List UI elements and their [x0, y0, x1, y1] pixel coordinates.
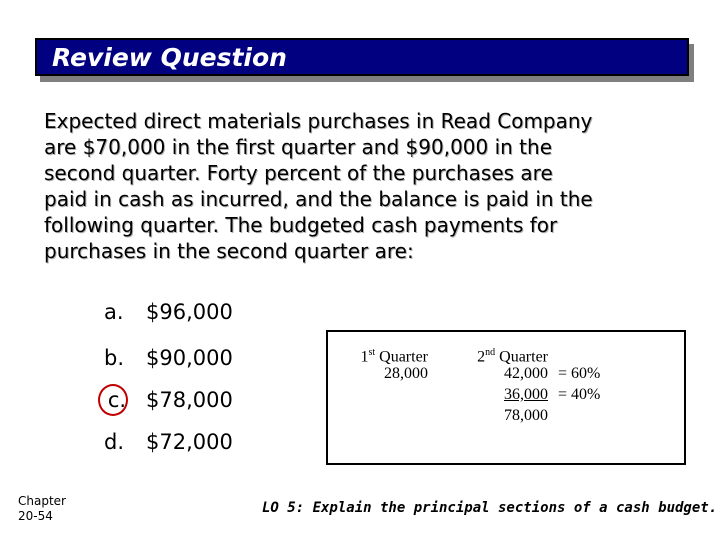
question-text [44, 108, 674, 264]
answer-value: $78,000 [146, 388, 233, 412]
answer-letter: c. [107, 388, 127, 412]
percentage-column [558, 363, 618, 405]
chapter-text: Chapter [18, 494, 66, 508]
calculation-box [326, 330, 686, 465]
question-line: paid in cash as incurred, and the balance is paid in the [44, 187, 593, 211]
chapter-number: 20-54 [18, 509, 53, 523]
question-line: are $70,000 in the first quarter and $90,000 in the [44, 135, 553, 159]
second-quarter-value: 42,000 [504, 365, 548, 382]
slide-title: Review Question [52, 43, 287, 72]
answer-option-a[interactable] [104, 300, 304, 334]
answer-letter: d. [104, 430, 125, 454]
percentage-label: = 60% [558, 365, 601, 382]
first-quarter-value: 28,000 [384, 365, 428, 382]
answer-value: $90,000 [146, 346, 233, 370]
second-quarter-value: 36,000 [504, 386, 548, 403]
question-line: following quarter. The budgeted cash payments for [44, 213, 558, 237]
first-quarter-header: 1st Quarter [360, 347, 428, 366]
second-quarter-total: 78,000 [504, 407, 548, 424]
answer-option-c[interactable] [104, 388, 304, 422]
first-quarter-column [336, 342, 428, 384]
question-line: purchases in the second quarter are: [44, 239, 414, 263]
chapter-label [18, 494, 66, 524]
answer-value: $72,000 [146, 430, 233, 454]
learning-objective: LO 5: Explain the principal sections of a cash budget. [262, 500, 718, 516]
title-bar [35, 38, 689, 76]
percentage-label: = 40% [558, 386, 601, 403]
answer-option-d[interactable] [104, 430, 304, 464]
answer-option-b[interactable] [104, 346, 304, 380]
second-quarter-header: 2nd Quarter [477, 347, 548, 366]
answer-value: $96,000 [146, 300, 233, 324]
answer-letter: b. [104, 346, 125, 370]
question-line: second quarter. Forty percent of the purchases are [44, 161, 553, 185]
question-line: Expected direct materials purchases in Read Company [44, 109, 593, 133]
second-quarter-column [456, 342, 548, 426]
answer-letter: a. [104, 300, 124, 324]
